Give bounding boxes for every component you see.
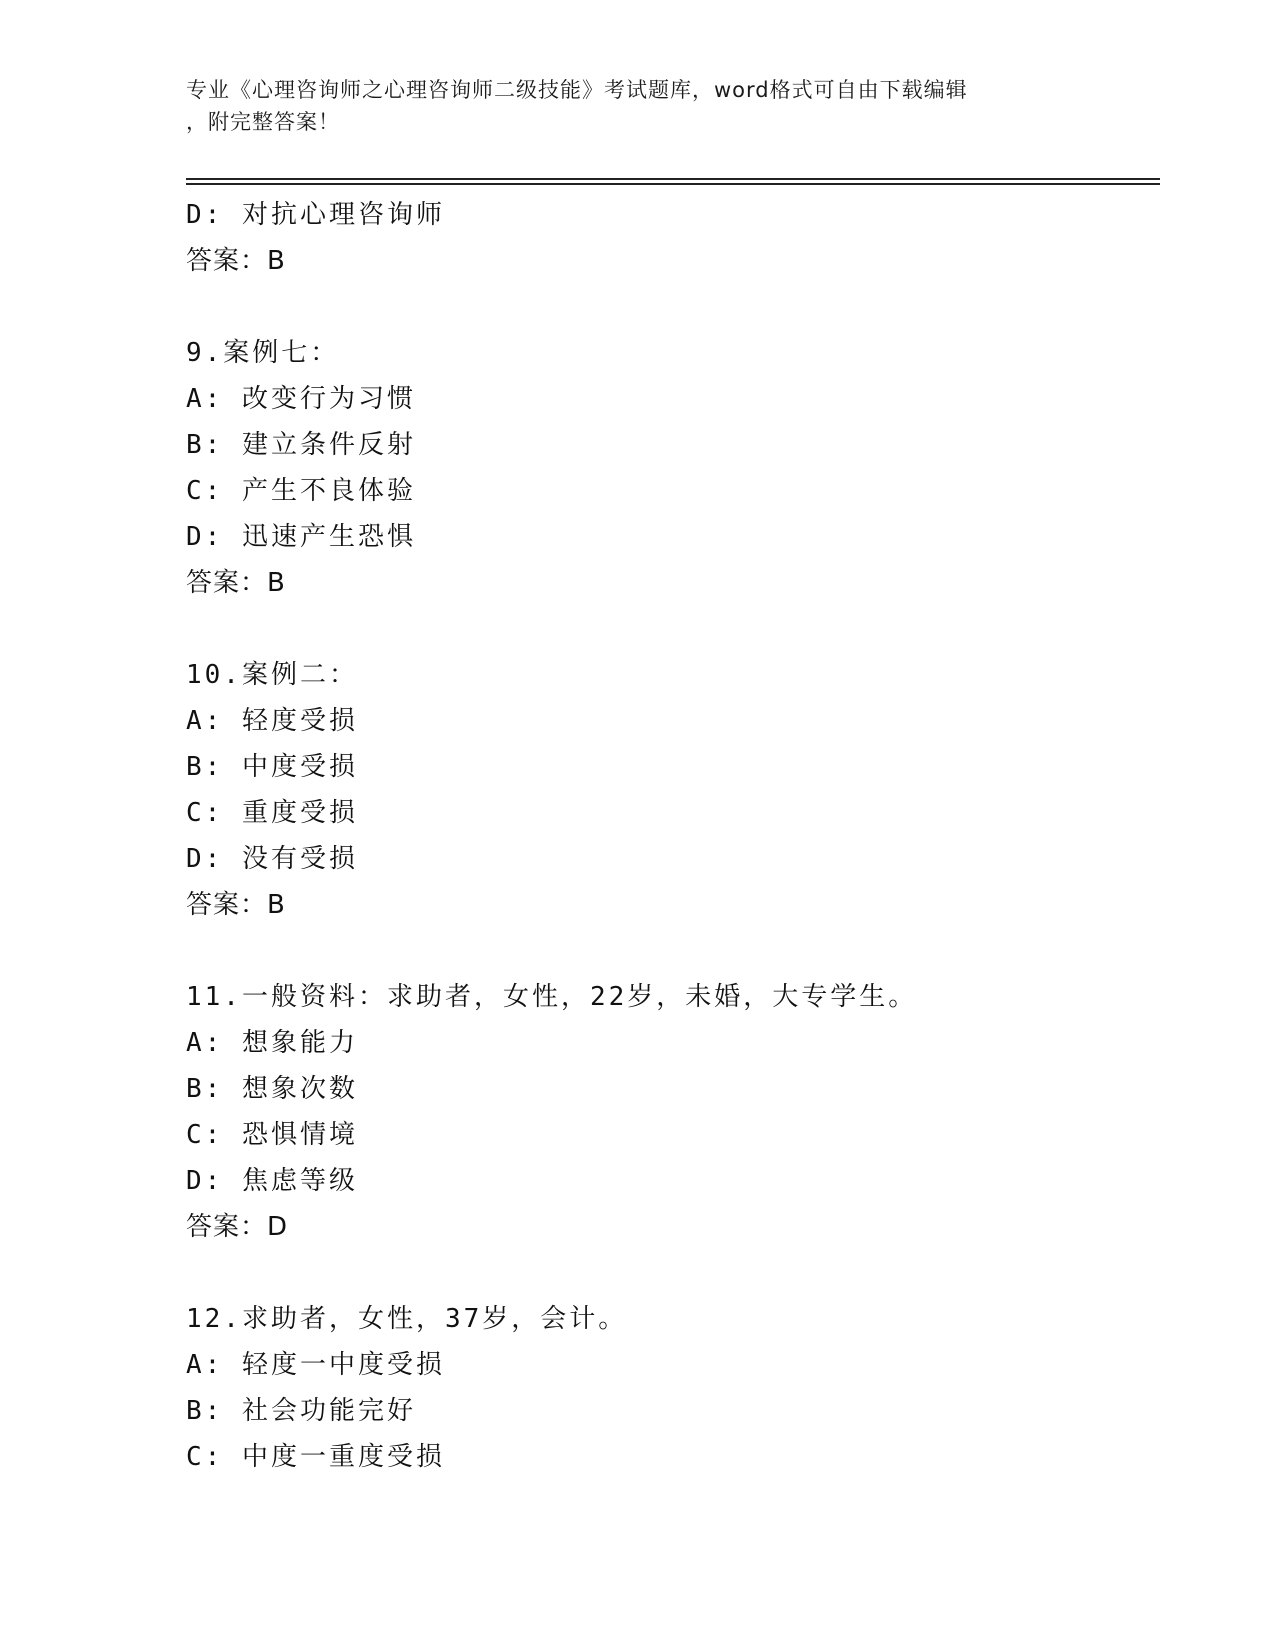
option-b: B: 中度受损 xyxy=(186,752,358,782)
question-10 xyxy=(186,652,1160,928)
question-9 xyxy=(186,330,1160,606)
question-12 xyxy=(186,1296,1160,1480)
option-a: A: 轻度受损 xyxy=(186,706,358,736)
question-11 xyxy=(186,974,1160,1250)
question-stem: 10.案例二： xyxy=(186,660,358,690)
option-c: C: 重度受损 xyxy=(186,798,358,828)
option-a: A: 想象能力 xyxy=(186,1028,358,1058)
spacer xyxy=(186,928,1160,974)
question-8-continued xyxy=(186,192,1160,284)
option-c: C: 中度一重度受损 xyxy=(186,1442,445,1472)
option-d: D: 焦虑等级 xyxy=(186,1166,358,1196)
spacer xyxy=(186,606,1160,652)
spacer xyxy=(186,284,1160,330)
answer-line: 答案：B xyxy=(186,890,286,920)
answer-line: 答案：D xyxy=(186,1212,289,1242)
option-c: C: 产生不良体验 xyxy=(186,476,416,506)
question-stem: 9.案例七： xyxy=(186,338,340,368)
document-header xyxy=(186,74,1086,138)
question-stem: 11.一般资料：求助者，女性，22岁，未婚，大专学生。 xyxy=(186,982,918,1012)
answer-line: 答案：B xyxy=(186,568,286,598)
option-d: D: 没有受损 xyxy=(186,844,358,874)
option-b: B: 社会功能完好 xyxy=(186,1396,416,1426)
question-list xyxy=(186,192,1160,1480)
answer-line: 答案：B xyxy=(186,246,286,276)
header-divider-top xyxy=(186,178,1160,180)
header-title-continuation: ，附完整答案！ xyxy=(186,110,340,134)
header-title-line: 专业《心理咨询师之心理咨询师二级技能》考试题库，word格式可自由下载编辑 xyxy=(186,78,968,102)
option-d: D: 对抗心理咨询师 xyxy=(186,200,445,230)
option-a: A: 轻度一中度受损 xyxy=(186,1350,445,1380)
header-divider-bottom xyxy=(186,183,1160,185)
spacer xyxy=(186,1250,1160,1296)
option-a: A: 改变行为习惯 xyxy=(186,384,416,414)
option-d: D: 迅速产生恐惧 xyxy=(186,522,416,552)
question-stem: 12.求助者，女性，37岁，会计。 xyxy=(186,1304,628,1334)
option-b: B: 建立条件反射 xyxy=(186,430,416,460)
option-c: C: 恐惧情境 xyxy=(186,1120,358,1150)
option-b: B: 想象次数 xyxy=(186,1074,358,1104)
